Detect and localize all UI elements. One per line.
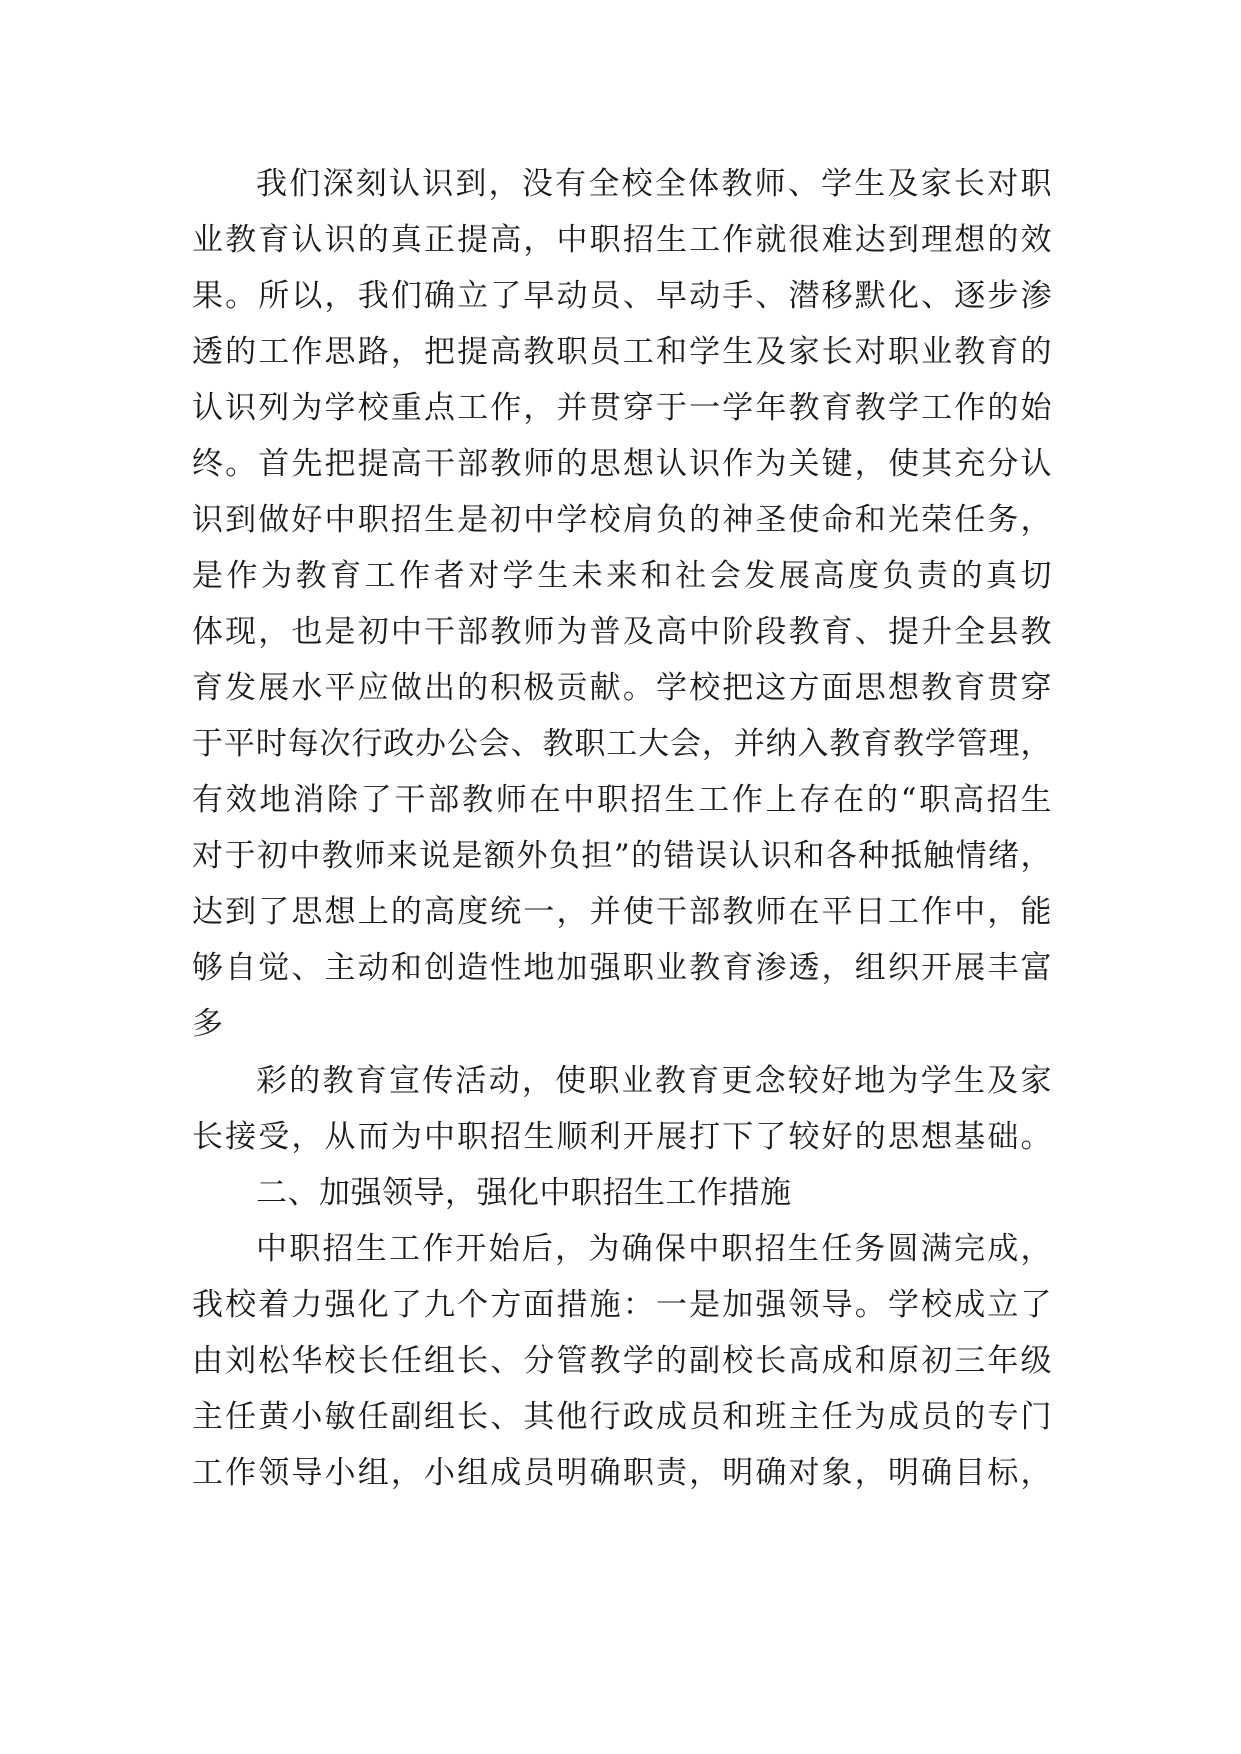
text-line: 终。首先把提高干部教师的思想认识作为关键，使其充分认 [192, 446, 1052, 482]
text-line: 够自觉、主动和创造性地加强职业教育渗透，组织开展丰富 [192, 950, 1052, 986]
text-line: 透的工作思路，把提高教职员工和学生及家长对职业教育的 [192, 334, 1052, 370]
text-line: 业教育认识的真正提高，中职招生工作就很难达到理想的效 [192, 222, 1052, 258]
text-line: 育发展水平应做出的积极贡献。学校把这方面思想教育贯穿 [192, 670, 1052, 706]
text-line: 由刘松华校长任组长、分管教学的副校长高成和原初三年级 [192, 1343, 1052, 1379]
text-line: 达到了思想上的高度统一，并使干部教师在平日工作中，能 [192, 894, 1052, 930]
paragraph-first-line: 中职招生工作开始后，为确保中职招生任务圆满完成， [256, 1231, 1052, 1267]
section-heading: 二、加强领导，强化中职招生工作措施 [256, 1175, 792, 1211]
text-line: 认识列为学校重点工作，并贯穿于一学年教育教学工作的始 [192, 390, 1052, 426]
paragraph-first-line: 我们深刻认识到，没有全校全体教师、学生及家长对职 [256, 166, 1052, 202]
text-line: 工作领导小组，小组成员明确职责，明确对象，明确目标， [192, 1455, 1052, 1491]
text-line: 有效地消除了干部教师在中职招生工作上存在的“职高招生 [192, 782, 1052, 818]
text-line: 体现，也是初中干部教师为普及高中阶段教育、提升全县教 [192, 614, 1052, 650]
text-line: 主任黄小敏任副组长、其他行政成员和班主任为成员的专门 [192, 1399, 1052, 1435]
text-line: 对于初中教师来说是额外负担”的错误认识和各种抵触情绪， [192, 838, 1052, 874]
text-line: 识到做好中职招生是初中学校肩负的神圣使命和光荣任务， [192, 502, 1052, 538]
text-line: 果。所以，我们确立了早动员、早动手、潜移默化、逐步渗 [192, 278, 1052, 314]
text-line: 我校着力强化了九个方面措施：一是加强领导。学校成立了 [192, 1287, 1052, 1323]
paragraph-fragment: 多 [192, 1006, 224, 1042]
text-line: 于平时每次行政办公会、教职工大会，并纳入教育教学管理， [192, 726, 1052, 762]
text-line: 是作为教育工作者对学生未来和社会发展高度负责的真切 [192, 558, 1052, 594]
text-line: 长接受，从而为中职招生顺利开展打下了较好的思想基础。 [192, 1119, 1052, 1155]
paragraph-continuation-line: 彩的教育宣传活动，使职业教育更念较好地为学生及家 [256, 1063, 1052, 1099]
